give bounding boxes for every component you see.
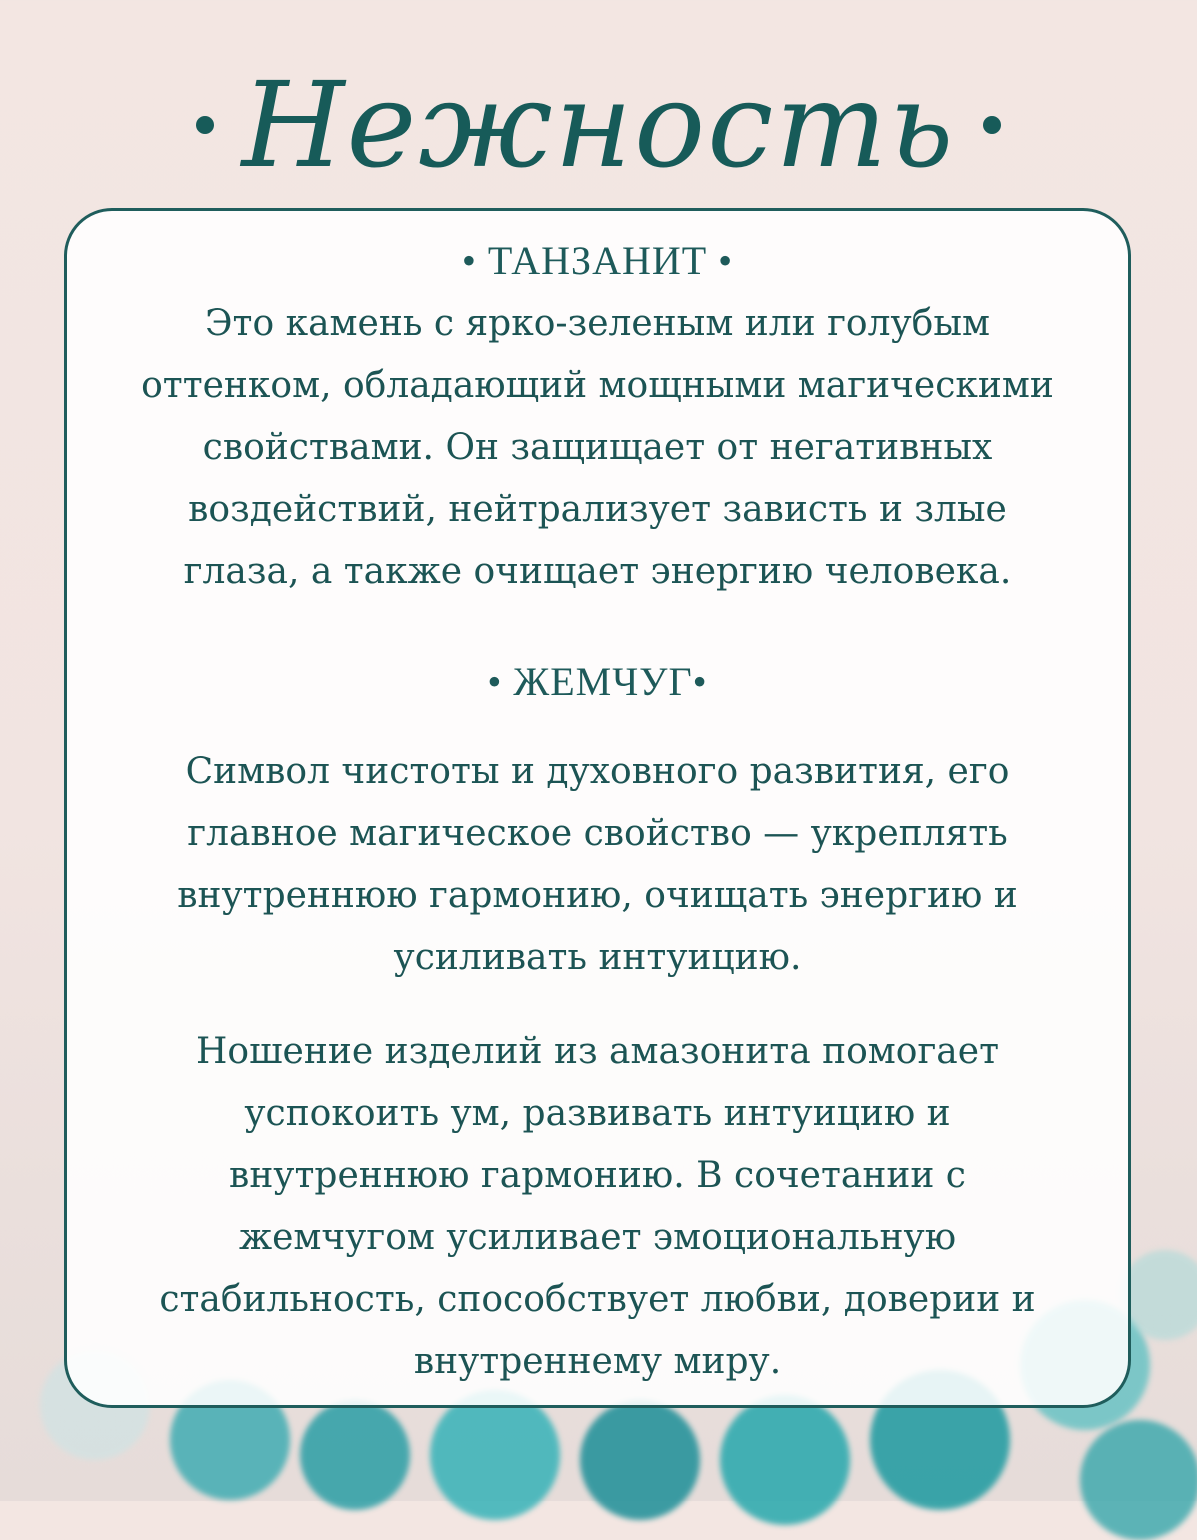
text-line: Это камень с ярко-зеленым или голубым: [204, 303, 990, 344]
page-title: Нежность: [241, 56, 956, 194]
text-line: внутреннюю гармонию, очищать энергию и: [177, 875, 1018, 916]
title-row: [0, 40, 1197, 210]
text-line: внутреннюю гармонию. В сочетании с: [229, 1155, 966, 1196]
text-line: внутреннему миру.: [413, 1341, 782, 1382]
text-line: оттенком, обладающий мощными магическими: [141, 365, 1054, 406]
text-line: Символ чистоты и духовного развития, его: [185, 751, 1010, 792]
section-text-amazonite: [67, 1021, 1128, 1393]
section-heading-tanzanite: • ТАНЗАНИТ •: [461, 238, 734, 283]
section-text-pearl: [67, 741, 1128, 989]
title-bullet-right: [983, 116, 1001, 134]
text-line: Ношение изделий из амазонита помогает: [196, 1031, 999, 1072]
text-line: жемчугом усиливает эмоциональную: [238, 1217, 957, 1258]
text-line: глаза, а также очищает энергию человека.: [183, 551, 1012, 592]
text-line: главное магическое свойство — укреплять: [187, 813, 1008, 854]
title-bullet-left: [196, 116, 214, 134]
text-line: свойствами. Он защищает от негативных: [202, 427, 993, 468]
text-line: усиливать интуицию.: [393, 937, 802, 978]
text-line: стабильность, способствует любви, доверии и: [159, 1279, 1036, 1320]
section-heading-pearl: • ЖЕМЧУГ•: [487, 659, 708, 704]
text-line: успокоить ум, развивать интуицию и: [244, 1093, 951, 1134]
text-line: воздействий, нейтрализует зависть и злые: [188, 489, 1007, 530]
info-card: [64, 208, 1131, 1408]
section-text-tanzanite: [67, 293, 1128, 603]
